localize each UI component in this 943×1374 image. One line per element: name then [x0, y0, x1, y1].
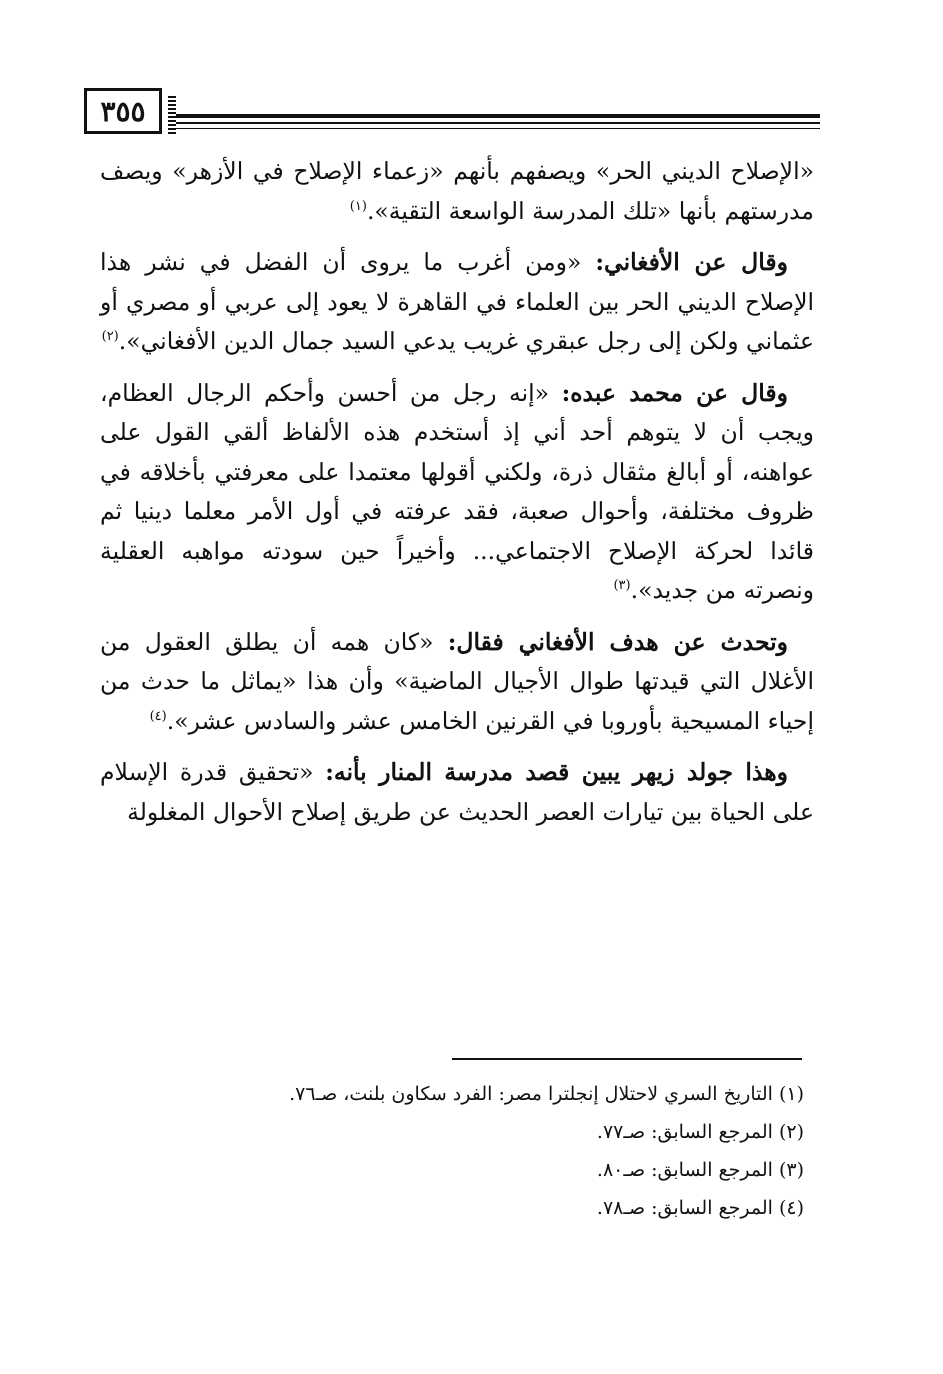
paragraph-text: «إنه رجل من أحسن وأحكم الرجال العظام، ويجب أن لا يتوهم أحد أني إذ أستخدم هذه الألفاظ ألقي القول على عواهنه، أو أبالغ مثقال ذرة، ولكني أقولها معتمدا على معرفتي بأخلاقه في ظروف مختلفة، وأحوال صعبة، فقد عرفته في أول الأمر معلما دينيا ثم قائدا لحركة الإصلاح الاجتماعي... وأخيراً حين سودته مواهبه العقلية ونصرته من جديد».	[100, 378, 814, 604]
paragraph-text: «كان همه أن يطلق العقول من الأغلال التي قيدتها طوال الأجيال الماضية» وأن هذا «يماثل ما حدث من إحياء المسيحية بأوروبا في القرنين الخامس عشر والسادس عشر».	[100, 627, 814, 735]
paragraph-lead: وقال عن محمد عبده:	[561, 378, 788, 407]
footnote-ref[interactable]: (١)	[349, 198, 367, 214]
header-rule	[176, 128, 820, 129]
footnote-item: (٤) المرجع السابق: صـ٧٨.	[596, 1197, 804, 1219]
page-header	[84, 88, 820, 138]
paragraph	[100, 623, 814, 742]
paragraph	[100, 374, 814, 611]
header-rule	[176, 122, 820, 124]
footnote-separator	[452, 1058, 802, 1060]
page-number: ٣٥٥	[84, 88, 162, 134]
footnote-item: (٣) المرجع السابق: صـ٨٠.	[596, 1159, 804, 1181]
paragraph-lead: وتحدث عن هدف الأفغاني فقال:	[447, 627, 788, 656]
footnote-ref[interactable]: (٣)	[613, 578, 631, 594]
main-text	[100, 152, 814, 832]
paragraph-text: «ومن أغرب ما يروى أن الفضل في نشر هذا الإصلاح الديني الحر بين العلماء في القاهرة لا يعود إلى عربي أو مصري أو عثماني ولكن إلى رجل عبقري غريب يدعي السيد جمال الدين الأفغاني».	[100, 248, 814, 355]
footnotes	[200, 1075, 804, 1227]
paragraph-lead: وقال عن الأفغاني:	[595, 248, 788, 276]
paragraph-text: «الإصلاح الديني الحر» ويصفهم بأنهم «زعماء الإصلاح في الأزهر» ويصف مدرستهم بأنها «تلك المدرسة الواسعة التقية».	[100, 157, 814, 225]
paragraph	[100, 243, 814, 362]
header-rule	[176, 114, 820, 118]
paragraph	[100, 753, 814, 832]
footnote-ref[interactable]: (٢)	[101, 329, 119, 345]
footnote-ref[interactable]: (٤)	[149, 708, 167, 724]
paragraph-text: «تحقيق قدرة الإسلام على الحياة بين تيارات العصر الحديث عن طريق إصلاح الأحوال المغلولة	[100, 758, 814, 826]
footnote-item: (٢) المرجع السابق: صـ٧٧.	[596, 1121, 804, 1143]
paragraph	[100, 152, 814, 231]
footnote-item: (١) التاريخ السري لاحتلال إنجلترا مصر: الفرد سكاون بلنت، صـ٧٦.	[289, 1083, 804, 1105]
paragraph-lead: وهذا جولد زيهر يبين قصد مدرسة المنار بأنه:	[325, 758, 788, 786]
header-ornament	[168, 96, 176, 136]
